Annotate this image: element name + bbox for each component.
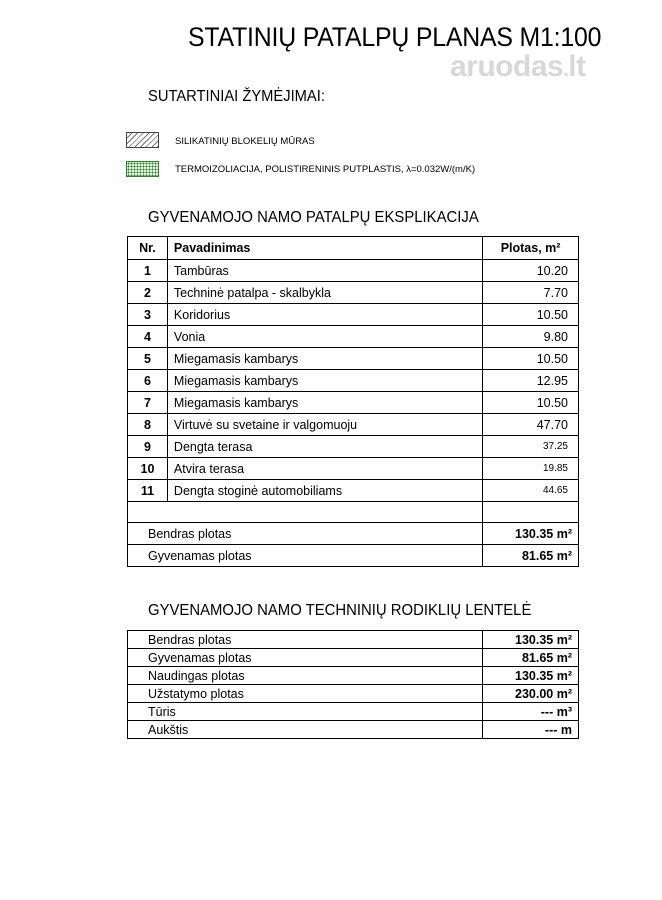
table-row (128, 458, 579, 480)
row-name: Virtuvė su svetaine ir valgomuoju (167, 414, 482, 436)
tech-label: Aukštis (128, 721, 483, 739)
row-name: Atvira terasa (167, 458, 482, 480)
tech-label: Tūris (128, 703, 483, 721)
row-name: Techninė patalpa - skalbykla (167, 282, 482, 304)
tech-label: Bendras plotas (128, 631, 483, 649)
watermark-logo (450, 50, 586, 84)
row-area: 44.65 (483, 480, 579, 502)
tech-label: Užstatymo plotas (128, 685, 483, 703)
explication-table (127, 236, 579, 567)
header-area: Plotas, m² (483, 237, 579, 260)
row-nr: 5 (128, 348, 168, 370)
table-row (128, 414, 579, 436)
tech-value: --- m³ (483, 703, 579, 721)
row-nr: 11 (128, 480, 168, 502)
hatch-swatch-icon (126, 132, 159, 148)
legend-item-insulation: TERMOIZOLIACIJA, POLISTIRENINIS PUTPLASTIS, λ=0.032W/(m/K) (175, 164, 476, 175)
row-nr: 2 (128, 282, 168, 304)
row-nr: 1 (128, 260, 168, 282)
page-title: STATINIŲ PATALPŲ PLANAS M1:100 (188, 22, 602, 52)
table-row (128, 370, 579, 392)
table-row (128, 667, 579, 685)
total-value: 81.65 m² (483, 545, 579, 567)
row-name: Tambūras (167, 260, 482, 282)
row-area: 47.70 (483, 414, 579, 436)
row-area: 19.85 (483, 458, 579, 480)
table-row (128, 649, 579, 667)
totals-row (128, 545, 579, 567)
row-area: 10.20 (483, 260, 579, 282)
row-nr: 8 (128, 414, 168, 436)
row-name: Miegamasis kambarys (167, 348, 482, 370)
table-row (128, 480, 579, 502)
row-area: 12.95 (483, 370, 579, 392)
row-nr: 10 (128, 458, 168, 480)
row-area: 37.25 (483, 436, 579, 458)
table-row (128, 304, 579, 326)
row-nr: 4 (128, 326, 168, 348)
table-row (128, 282, 579, 304)
table-row-blank (128, 502, 579, 523)
legend-item-masonry: SILIKATINIŲ BLOKELIŲ MŪRAS (175, 136, 315, 147)
tech-value: 230.00 m² (483, 685, 579, 703)
row-nr: 9 (128, 436, 168, 458)
row-area: 10.50 (483, 304, 579, 326)
technical-table (127, 630, 579, 739)
table-row (128, 326, 579, 348)
tech-value: --- m (483, 721, 579, 739)
total-value: 130.35 m² (483, 523, 579, 545)
table-row (128, 260, 579, 282)
table-row (128, 703, 579, 721)
explication-title: GYVENAMOJO NAMO PATALPŲ EKSPLIKACIJA (148, 209, 479, 226)
row-name: Vonia (167, 326, 482, 348)
row-area: 10.50 (483, 392, 579, 414)
row-area: 10.50 (483, 348, 579, 370)
table-row (128, 436, 579, 458)
table-row (128, 392, 579, 414)
watermark-tld: lt (568, 50, 586, 83)
tech-value: 81.65 m² (483, 649, 579, 667)
table-row (128, 685, 579, 703)
row-name: Dengta terasa (167, 436, 482, 458)
header-name: Pavadinimas (167, 237, 482, 260)
tech-value: 130.35 m² (483, 667, 579, 685)
table-row (128, 721, 579, 739)
watermark-brand: aruodas (450, 50, 564, 83)
total-label: Gyvenamas plotas (128, 545, 483, 567)
tech-value: 130.35 m² (483, 631, 579, 649)
row-name: Dengta stoginė automobiliams (167, 480, 482, 502)
total-label: Bendras plotas (128, 523, 483, 545)
insulation-swatch-icon (126, 161, 159, 177)
row-nr: 7 (128, 392, 168, 414)
row-area: 7.70 (483, 282, 579, 304)
technical-title: GYVENAMOJO NAMO TECHNINIŲ RODIKLIŲ LENTELĖ (148, 602, 532, 619)
table-header-row (128, 237, 579, 260)
row-area: 9.80 (483, 326, 579, 348)
watermark-dot: . (563, 59, 569, 81)
tech-label: Naudingas plotas (128, 667, 483, 685)
row-nr: 6 (128, 370, 168, 392)
table-row (128, 631, 579, 649)
row-name: Miegamasis kambarys (167, 392, 482, 414)
legend-title: SUTARTINIAI ŽYMĖJIMAI: (148, 88, 325, 105)
totals-row (128, 523, 579, 545)
row-nr: 3 (128, 304, 168, 326)
row-name: Koridorius (167, 304, 482, 326)
tech-label: Gyvenamas plotas (128, 649, 483, 667)
table-row (128, 348, 579, 370)
header-nr: Nr. (128, 237, 168, 260)
row-name: Miegamasis kambarys (167, 370, 482, 392)
